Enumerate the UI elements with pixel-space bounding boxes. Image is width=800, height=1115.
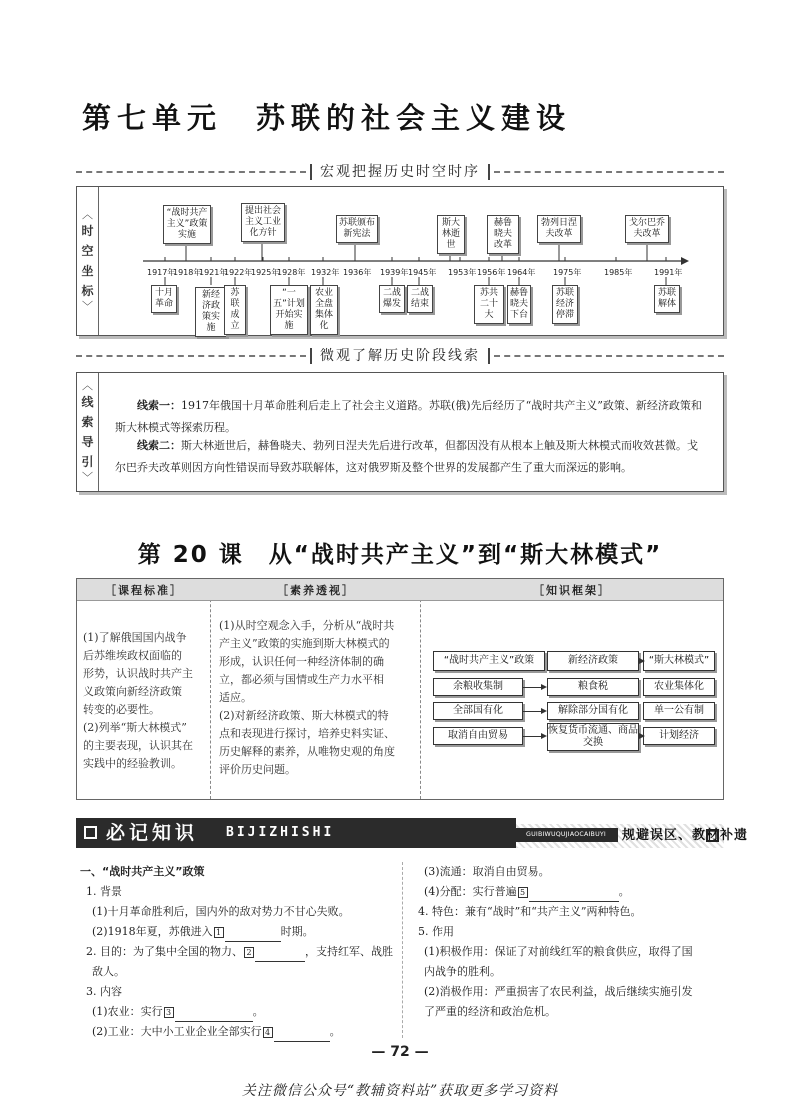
clue-one: 线索一：1917年俄国十月革命胜利后走上了社会主义道路。苏联(俄)先后经历了“战时共产主义”政策、新经济政策和斯大林模式等探索历程。 <box>115 399 702 434</box>
micro-header <box>76 344 724 368</box>
framework-box: 粮食税 <box>547 678 639 696</box>
timeline-year: 1953年 <box>448 268 477 277</box>
timeline-year: 1936年 <box>343 268 372 277</box>
framework-box: 余粮收集制 <box>433 678 523 696</box>
macro-header <box>76 160 724 184</box>
blank-number: 4 <box>263 1027 273 1038</box>
fill-blank <box>274 1028 330 1042</box>
page-number: — 72 — <box>371 1044 429 1060</box>
timeline-event: 勃列日涅夫改革 <box>537 215 581 243</box>
framework-box: 新经济政策 <box>547 651 639 671</box>
timeline-year: 1975年 <box>553 268 582 277</box>
timeline-event: 苏共二十大 <box>474 285 504 324</box>
timeline-side-label: ︿ 时 空 坐 标 ﹀ <box>77 187 99 335</box>
clue-two: 线索二：斯大林逝世后，赫鲁晓夫、勃列日涅夫先后进行改革，但都因没有从根本上触及斯大林模式而收效甚微。戈尔巴乔夫改革则因方向性错误而导致苏联解体，这对俄罗斯及整个世界的发展都产生了重大而深远的影响。 <box>115 439 698 474</box>
macro-header-label: 宏观把握历史时空时序 <box>310 164 490 180</box>
timeline-event: 苏联颁布新宪法 <box>336 215 378 243</box>
framework-box: 单一公有制 <box>643 702 715 720</box>
knowledge-right: (3)流通：取消自由贸易。 (4)分配：实行普遍 5 。 4. 特色：兼有“战时”和“共产主义”两种特色。 5. 作用 (1)积极作用：保证了对前线红军的粮食供应，取得了国 内战争的胜利。 (2)消极作用：严重损害了农民利益，战后继续实施引发 了严重的经济和政治危机。 <box>418 865 693 1018</box>
framework-arrow <box>523 687 545 688</box>
timeline-year: 1945年 <box>408 268 437 277</box>
framework-arrow <box>523 736 545 737</box>
timeline-event: 新经济政策实施 <box>195 287 227 337</box>
framework-arrow <box>523 711 545 712</box>
timeline-event: 赫鲁晓夫下台 <box>507 285 531 324</box>
fill-blank <box>529 888 619 902</box>
timeline-year: 1964年 <box>507 268 536 277</box>
framework-box: 恢复货币流通、商品交换 <box>547 723 639 751</box>
bijizhishi-title: 必记知识 <box>106 822 199 844</box>
timeline-event: 戈尔巴乔夫改革 <box>625 215 669 243</box>
timeline-event: 赫鲁晓夫改革 <box>487 215 519 254</box>
bijizhishi-bar <box>76 818 749 848</box>
micro-header-label: 微观了解历史阶段线索 <box>310 348 490 364</box>
timeline-year: 1921年 <box>199 268 228 277</box>
timeline-event: “一五”计划开始实施 <box>270 285 308 335</box>
lesson-table <box>76 578 724 800</box>
timeline-event: 提出社会主义工业化方针 <box>241 203 285 242</box>
timeline-year: 1985年 <box>604 268 633 277</box>
standards-text: (1)了解俄国国内战争 后苏维埃政权面临的 形势，认识战时共产主 义政策向新经济政策 转变的必要性。 (2)列举“斯大林模式” 的主要表现，认识其在 实践中的经验教训。 <box>83 631 193 770</box>
framework-box: “战时共产主义”政策 <box>433 651 545 671</box>
literacy-text: (1)从时空观念入手，分析从“战时共 产主义”政策的实施到斯大林模式的 形成，认识任何一种经济体制的确 立，都必须与国情或生产力水平相 适应。 (2)对新经济政策、斯大林模式的特 点和表现进行探讨，培养史料实证、 历史解释的素养，从唯物史观的角度 评价历史问题。 <box>219 619 395 776</box>
bijizhishi-pinyin: GUIBIWUQUJIAOCAIBUYI <box>514 828 618 842</box>
lesson-title: 第 20 课 从“战时共产主义”到“斯大林模式” <box>137 542 663 568</box>
timeline-event: 二战结束 <box>407 285 433 313</box>
unit-label: 第七单元 <box>82 101 223 135</box>
timeline-event: 农业全盘集体化 <box>310 285 338 335</box>
bijizhishi-subtitle: 规避误区、教材补遗 <box>622 828 749 843</box>
timeline-event: 二战爆发 <box>379 285 405 313</box>
fill-blank <box>225 928 281 942</box>
timeline-year: 1939年 <box>380 268 409 277</box>
framework-header: ［ 知识框架 ］ <box>421 579 723 601</box>
fill-blank <box>175 1008 253 1022</box>
timeline-year: 1956年 <box>477 268 506 277</box>
timeline-event: 苏联经济停滞 <box>552 285 578 324</box>
timeline-year: 1991年 <box>654 268 683 277</box>
clue-panel <box>76 372 724 492</box>
blank-number: 2 <box>244 947 254 958</box>
timeline-year: 1918年 <box>173 268 202 277</box>
framework-box: 农业集体化 <box>643 678 715 696</box>
timeline-event: 斯大林逝世 <box>437 215 465 254</box>
timeline-year: 1925年 <box>251 268 280 277</box>
timeline-event: “战时共产主义”政策实施 <box>163 205 211 244</box>
framework-arrow <box>639 736 643 737</box>
square-icon <box>706 829 719 842</box>
timeline-event: 苏联成立 <box>224 285 246 335</box>
blank-number: 1 <box>214 927 224 938</box>
timeline-year: 1928年 <box>277 268 306 277</box>
column-divider <box>402 862 403 1038</box>
framework-box: 解除部分国有化 <box>547 702 639 720</box>
blank-number: 5 <box>518 887 528 898</box>
framework-box: 取消自由贸易 <box>433 727 523 745</box>
timeline-year: 1917年 <box>147 268 176 277</box>
timeline-event: 十月革命 <box>151 285 177 313</box>
framework-box: 全部国有化 <box>433 702 523 720</box>
square-icon <box>84 826 97 839</box>
unit-title <box>82 96 571 137</box>
literacy-header: ［ 素养透视 ］ <box>211 579 421 601</box>
timeline-panel <box>76 186 724 336</box>
knowledge-left: 一、“战时共产主义”政策 1. 背景 (1)十月革命胜利后，国内外的敌对势力不甘心失败。 (2)1918年夏，苏俄进入 1 时期。 2. 目的：为了集中全国的物力、 2 ，支持红军、战胜 敌人。 3. 内容 (1)农业：实行 3 。 (2)工业：大中小工业企业全部实行 4 。 <box>80 862 398 1042</box>
fill-blank <box>255 948 305 962</box>
section-heading: 一、“战时共产主义”政策 <box>80 865 205 878</box>
blank-number: 3 <box>164 1007 174 1018</box>
timeline-year: 1932年 <box>311 268 340 277</box>
timeline-year: 1922年 <box>224 268 253 277</box>
clue-side-label: ︿ 线 索 导 引 ﹀ <box>77 373 99 491</box>
bijizhishi-en: BIJIZHISHI <box>226 825 335 840</box>
framework-arrow <box>639 661 643 662</box>
timeline-event: 苏联解体 <box>654 285 680 313</box>
framework-box: “斯大林模式” <box>643 651 715 671</box>
standards-header: ［ 课程标准 ］ <box>77 579 211 601</box>
footer-note: 关注微信公众号“教辅资料站”获取更多学习资料 <box>241 1083 559 1099</box>
framework-box: 计划经济 <box>643 727 715 745</box>
unit-name: 苏联的社会主义建设 <box>256 101 572 135</box>
